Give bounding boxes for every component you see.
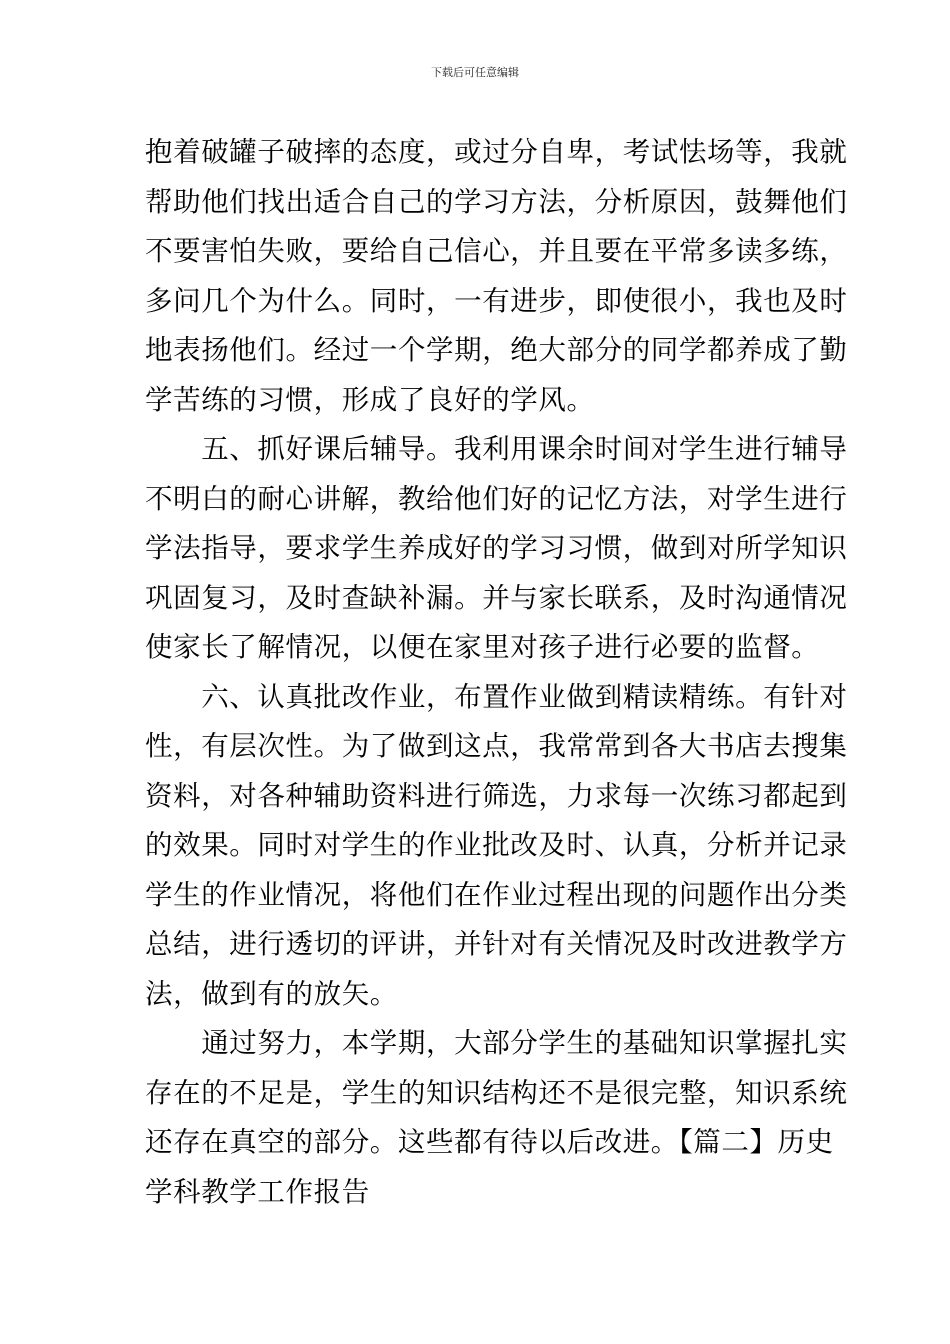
text-line: 总结，进行透切的评讲，并针对有关情况及时改进教学方 (145, 928, 848, 960)
text-line: 还存在真空的部分。这些都有待以后改进。【篇二】历史 (145, 1126, 834, 1158)
text-line: 不明白的耐心讲解，教给他们好的记忆方法，对学生进行 (145, 482, 848, 515)
text-line: 法，做到有的放矢。 (145, 977, 398, 1010)
text-line: 学苦练的习惯，形成了良好的学风。 (145, 383, 595, 416)
text-line: 资料，对各种辅助资料进行筛选，力求每一次练习都起到 (145, 779, 848, 812)
paragraph-start-line: 五、抓好课后辅导。我利用课余时间对学生进行辅导 (145, 433, 848, 465)
text-line: 地表扬他们。经过一个学期，绝大部分的同学都养成了勤 (145, 334, 848, 366)
text-line: 帮助他们找出适合自己的学习方法，分析原因，鼓舞他们 (145, 185, 848, 218)
text-line: 存在的不足是，学生的知识结构还不是很完整，知识系统 (145, 1076, 848, 1109)
text-line: 抱着破罐子破摔的态度，或过分自卑，考试怯场等，我就 (145, 136, 848, 168)
text-line: 多问几个为什么。同时，一有进步，即使很小，我也及时 (145, 284, 848, 317)
text-line: 性，有层次性。为了做到这点，我常常到各大书店去搜集 (145, 730, 848, 762)
body-text (145, 128, 848, 1217)
paragraph-start-line: 六、认真批改作业，布置作业做到精读精练。有针对 (145, 680, 848, 713)
paragraph-start-line: 通过努力，本学期，大部分学生的基础知识掌握扎实 (145, 1027, 848, 1059)
text-line: 学法指导，要求学生养成好的学习习惯，做到对所学知识 (145, 532, 848, 564)
text-line: 学科教学工作报告 (145, 1175, 370, 1208)
text-line: 不要害怕失败，要给自己信心，并且要在平常多读多练， (145, 235, 848, 267)
text-line: 巩固复习，及时查缺补漏。并与家长联系，及时沟通情况 (145, 581, 848, 614)
text-line: 的效果。同时对学生的作业批改及时、认真，分析并记录 (145, 829, 848, 861)
header-note: 下载后可任意编辑 (431, 66, 519, 79)
text-line: 学生的作业情况，将他们在作业过程出现的问题作出分类 (145, 878, 848, 911)
text-line: 使家长了解情况，以便在家里对孩子进行必要的监督。 (145, 631, 820, 663)
